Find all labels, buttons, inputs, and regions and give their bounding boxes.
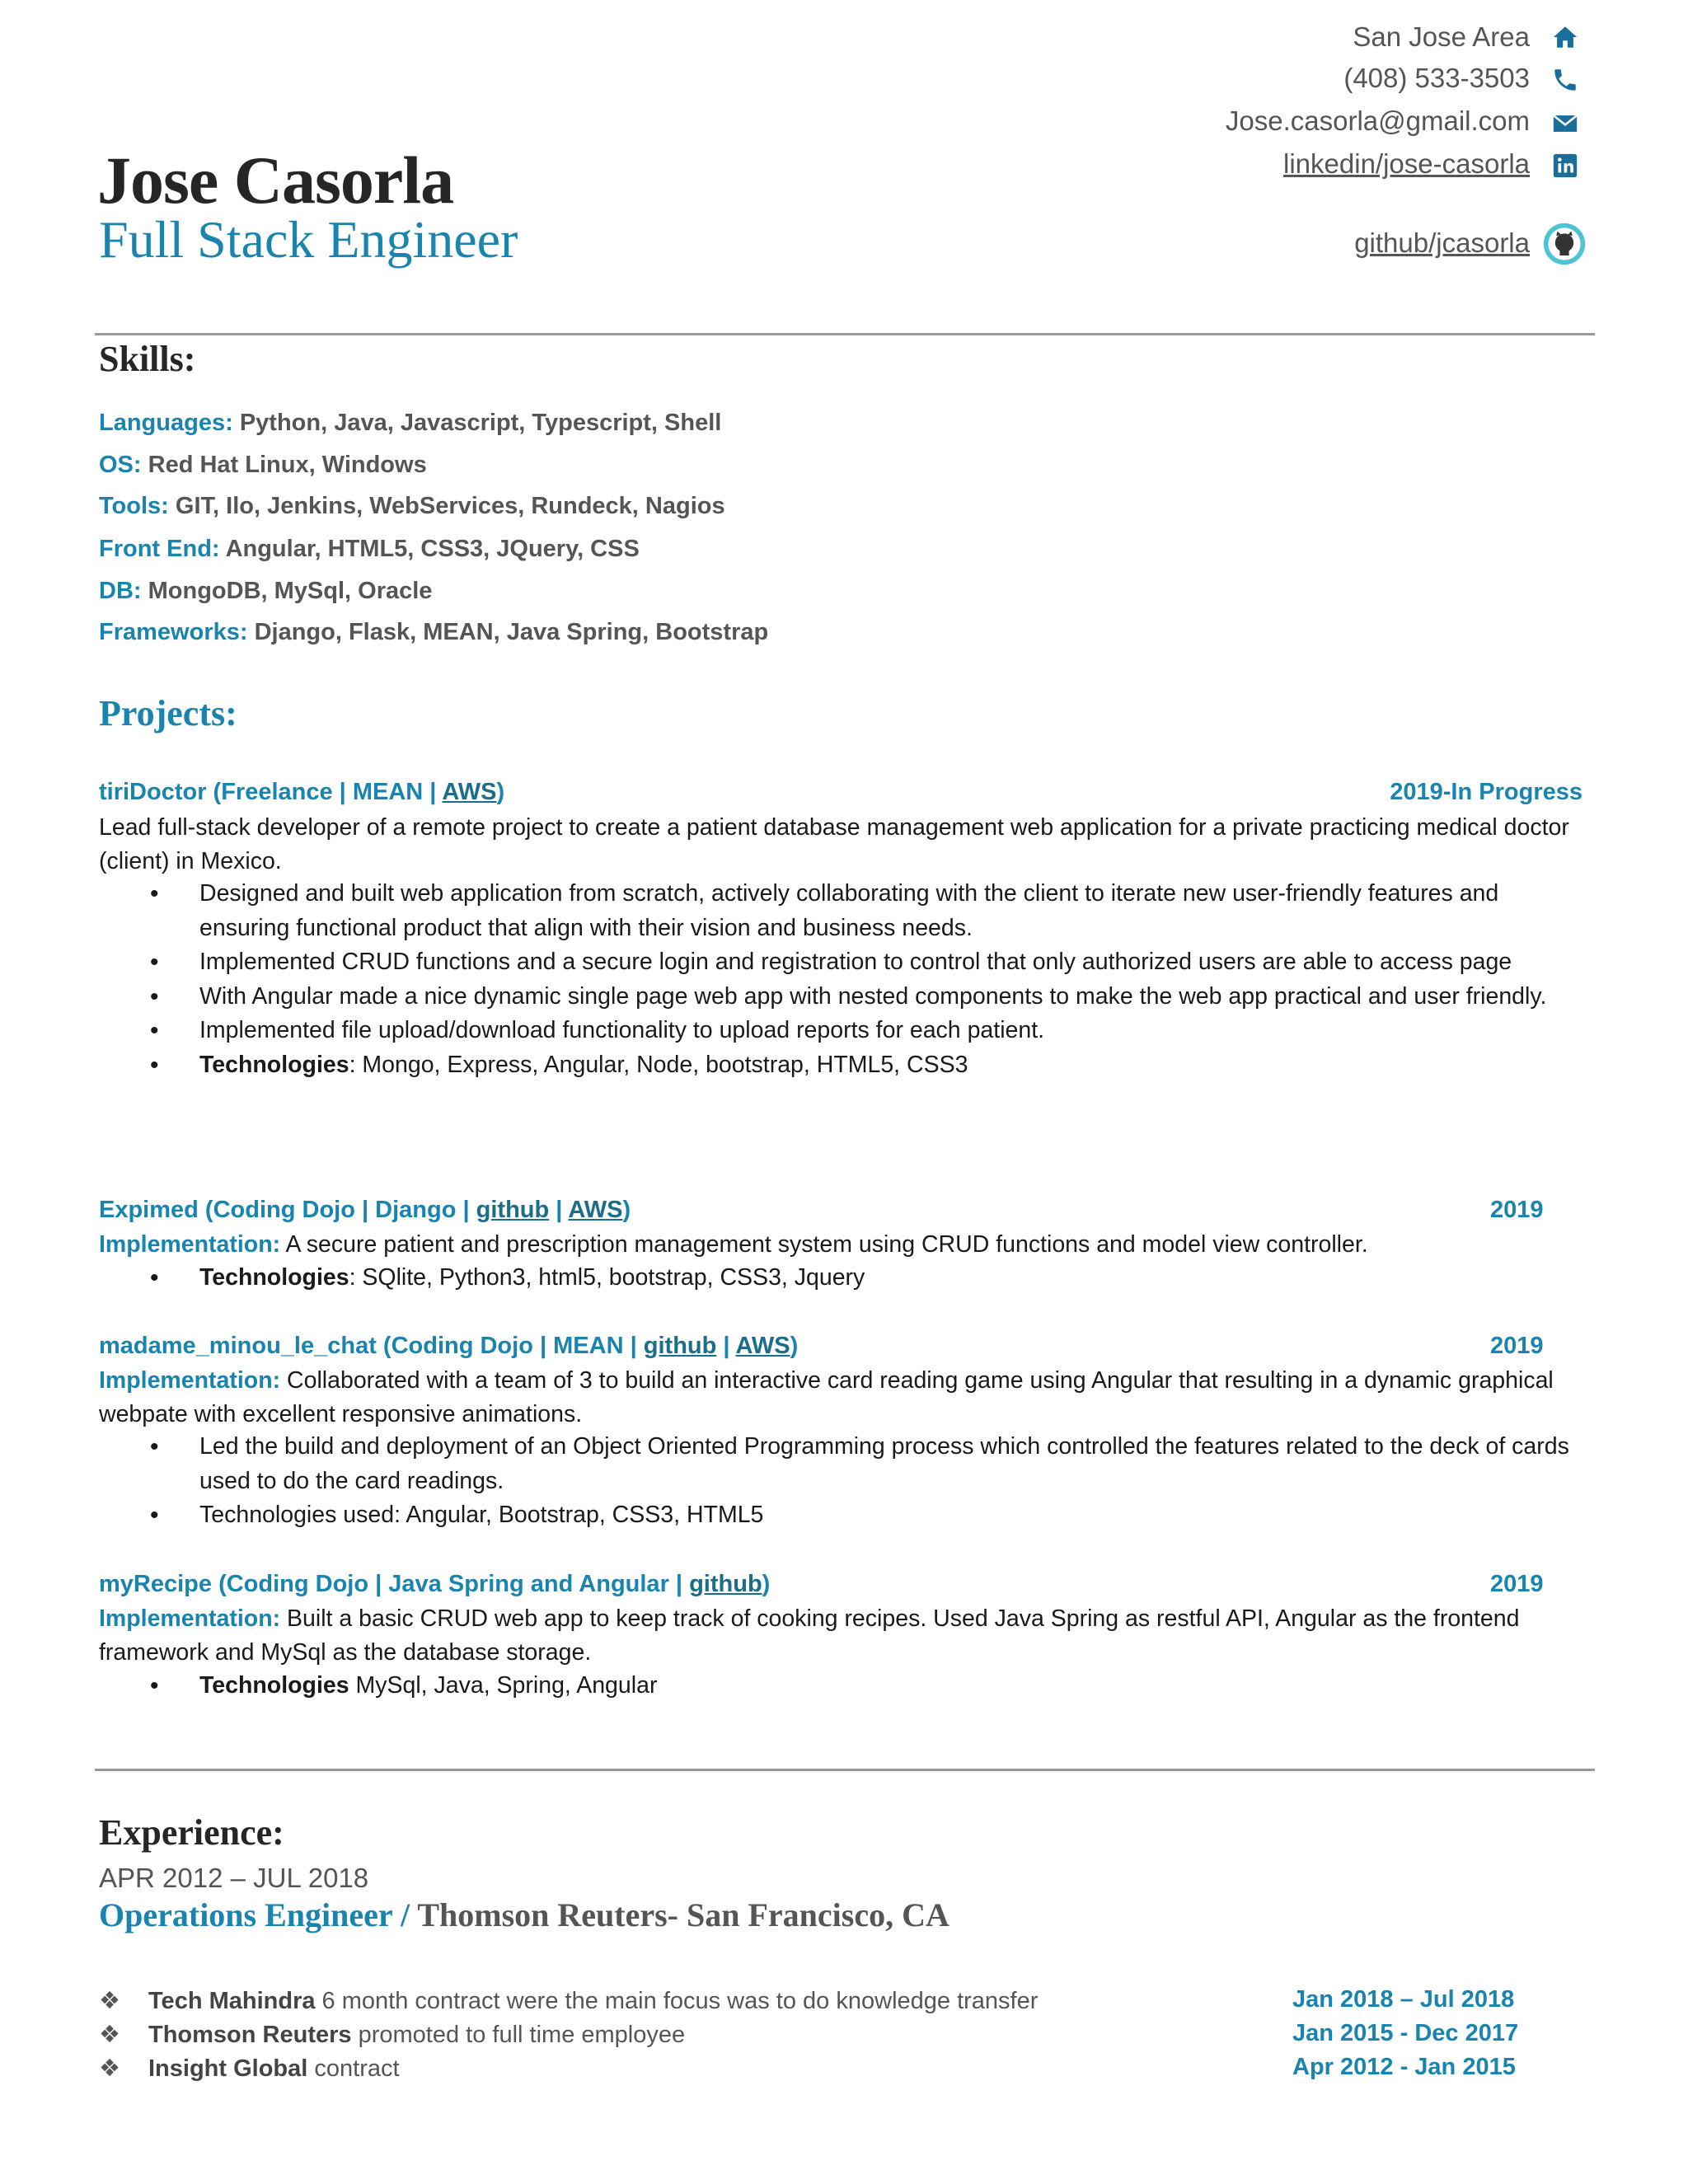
phone-icon (1551, 66, 1579, 94)
skill-value: Red Hat Linux, Windows (148, 452, 427, 478)
project-bullets (99, 1430, 1574, 1533)
skill-row-os (99, 452, 427, 479)
list-item: • Designed and built web application from scratch, actively collaborating with the client to iterate new user-friendly features and ensuring functional product that align with their vision and business needs. (99, 877, 1574, 945)
list-item (99, 1048, 1574, 1083)
impl-label: Implementation: (99, 1367, 281, 1394)
tech-value: : Mongo, Express, Angular, Node, bootstrap, HTML5, CSS3 (349, 1051, 968, 1078)
projects-heading: Projects: (99, 693, 237, 733)
skill-row-frameworks (99, 619, 768, 646)
company-name: Thomson Reuters (148, 2022, 352, 2048)
project-title-myrecipe (99, 1571, 770, 1598)
impl-text: Collaborated with a team of 3 to build an interactive card reading game using Angular that resulting in a dynamic graphical webpate with excellent responsive animations. (99, 1367, 1554, 1427)
project-bullets (99, 877, 1574, 1082)
skill-value: Python, Java, Javascript, Typescript, Shell (239, 410, 722, 436)
skill-label: OS: (99, 452, 142, 478)
skill-value: Angular, HTML5, CSS3, JQuery, CSS (225, 536, 640, 562)
diamond-bullet-icon: ❖ (99, 2055, 120, 2082)
aws-link[interactable]: AWS (442, 779, 497, 805)
skills-heading: Skills: (99, 339, 196, 379)
skill-label: Front End: (99, 536, 220, 562)
project-date: 2019 (1490, 1571, 1544, 1597)
project-implementation (99, 1602, 1591, 1670)
experience-dates: APR 2012 – JUL 2018 (99, 1863, 369, 1893)
project-bullets (99, 1669, 1574, 1704)
paren-close: ) (790, 1333, 799, 1359)
paren-close: ) (622, 1197, 631, 1223)
paren-close: ) (496, 779, 505, 805)
impl-label: Implementation: (99, 1605, 281, 1632)
project-title-text: myRecipe (Coding Dojo | Java Spring and Angular | (99, 1571, 690, 1597)
project-bullets (99, 1261, 1574, 1296)
tech-label: Technologies (199, 1672, 349, 1699)
phone-text: (408) 533-3503 (1343, 63, 1530, 93)
skill-label: Frameworks: (99, 619, 248, 645)
separator: | (716, 1333, 736, 1359)
github-link[interactable]: github/jcasorla (1354, 227, 1530, 258)
list-item (99, 2020, 685, 2049)
project-title-tiridoctor (99, 779, 504, 806)
github-link[interactable]: github (643, 1333, 717, 1359)
separator: | (549, 1197, 569, 1223)
skill-row-tools (99, 493, 725, 520)
list-item: • With Angular made a nice dynamic single page web app with nested components to make the web app practical and user friendly. (99, 980, 1574, 1015)
skill-value: MongoDB, MySql, Oracle (148, 578, 433, 604)
location-text: San Jose Area (1353, 21, 1530, 52)
diamond-bullet-icon: ❖ (99, 2022, 120, 2048)
tech-value: MySql, Java, Spring, Angular (349, 1672, 658, 1699)
email-link[interactable]: Jose.casorla@gmail.com (1225, 105, 1530, 136)
skill-value: Django, Flask, MEAN, Java Spring, Bootstrap (254, 619, 769, 645)
list-item: • Technologies used: Angular, Bootstrap, CSS3, HTML5 (99, 1498, 1574, 1533)
diamond-bullet-icon: ❖ (99, 1988, 120, 2014)
experience-heading: Experience: (99, 1812, 284, 1853)
project-date: 2019 (1490, 1333, 1544, 1359)
skill-row-frontend (99, 536, 640, 563)
github-link[interactable]: github (689, 1571, 762, 1597)
skill-label: Tools: (99, 493, 169, 519)
candidate-name: Jose Casorla (97, 143, 454, 218)
linkedin-link[interactable]: linkedin/jose-casorla (1283, 148, 1530, 179)
divider-top (95, 333, 1595, 335)
company-name: Tech Mahindra (148, 1988, 316, 2014)
skill-row-languages (99, 410, 721, 437)
skill-label: Languages: (99, 410, 233, 436)
list-item: • Led the build and deployment of an Object Oriented Programming process which controlled the features related to the deck of cards used to do the card readings. (99, 1430, 1574, 1498)
project-implementation (99, 1228, 1591, 1262)
experience-title (99, 1896, 950, 1934)
list-item (99, 1261, 1574, 1296)
list-item (99, 1986, 1038, 2015)
list-item (99, 1669, 1574, 1704)
project-title-madame-minou (99, 1333, 798, 1360)
mail-icon (1551, 110, 1579, 138)
experience-role: Operations Engineer / (99, 1896, 418, 1933)
project-date: 2019 (1490, 1197, 1544, 1223)
list-item (99, 2054, 400, 2083)
skill-row-db (99, 578, 432, 605)
list-item: • Implemented file upload/download functionality to upload reports for each patient. (99, 1014, 1574, 1048)
project-title-text: Expimed (Coding Dojo | Django | (99, 1197, 476, 1223)
project-implementation (99, 1364, 1591, 1432)
company-desc: promoted to full time employee (351, 2022, 686, 2048)
company-name: Insight Global (148, 2055, 308, 2082)
experience-date: Apr 2012 - Jan 2015 (1292, 2054, 1516, 2080)
project-description: Lead full-stack developer of a remote project to create a patient database management web application for a private practicing medical doctor (client) in Mexico. (99, 814, 1569, 874)
skill-value: GIT, Ilo, Jenkins, WebServices, Rundeck, Nagios (175, 493, 725, 519)
project-title-text: tiriDoctor (Freelance | MEAN | (99, 779, 443, 805)
experience-date: Jan 2018 – Jul 2018 (1292, 1986, 1515, 2013)
project-title-text: madame_minou_le_chat (Coding Dojo | MEAN | (99, 1333, 644, 1359)
impl-text: Built a basic CRUD web app to keep track of cooking recipes. Used Java Spring as restful API, Angular as the frontend framework and MySql as the database storage. (99, 1605, 1520, 1666)
company-desc: 6 month contract were the main focus was to do knowledge transfer (315, 1988, 1039, 2014)
candidate-role: Full Stack Engineer (99, 210, 518, 269)
experience-company: Thomson Reuters- San Francisco, CA (417, 1896, 950, 1933)
skill-label: DB: (99, 578, 142, 604)
company-desc: contract (307, 2055, 400, 2082)
impl-text: A secure patient and prescription management system using CRUD functions and model view controller. (280, 1231, 1368, 1258)
paren-close: ) (762, 1571, 771, 1597)
aws-link[interactable]: AWS (568, 1197, 623, 1223)
project-date: 2019-In Progress (1390, 779, 1582, 805)
github-icon (1541, 221, 1587, 267)
github-link[interactable]: github (476, 1197, 550, 1223)
divider-bottom (95, 1769, 1595, 1771)
tech-label: Technologies (199, 1264, 349, 1291)
linkedin-icon (1551, 152, 1579, 180)
tech-label: Technologies (199, 1051, 349, 1078)
list-item: • Implemented CRUD functions and a secure login and registration to control that only authorized users are able to access page (99, 945, 1574, 980)
project-title-expimed (99, 1197, 631, 1224)
aws-link[interactable]: AWS (735, 1333, 790, 1359)
impl-label: Implementation: (99, 1231, 281, 1258)
home-icon (1551, 23, 1579, 51)
tech-value: : SQlite, Python3, html5, bootstrap, CSS3, Jquery (349, 1264, 865, 1291)
experience-date: Jan 2015 - Dec 2017 (1292, 2020, 1519, 2046)
